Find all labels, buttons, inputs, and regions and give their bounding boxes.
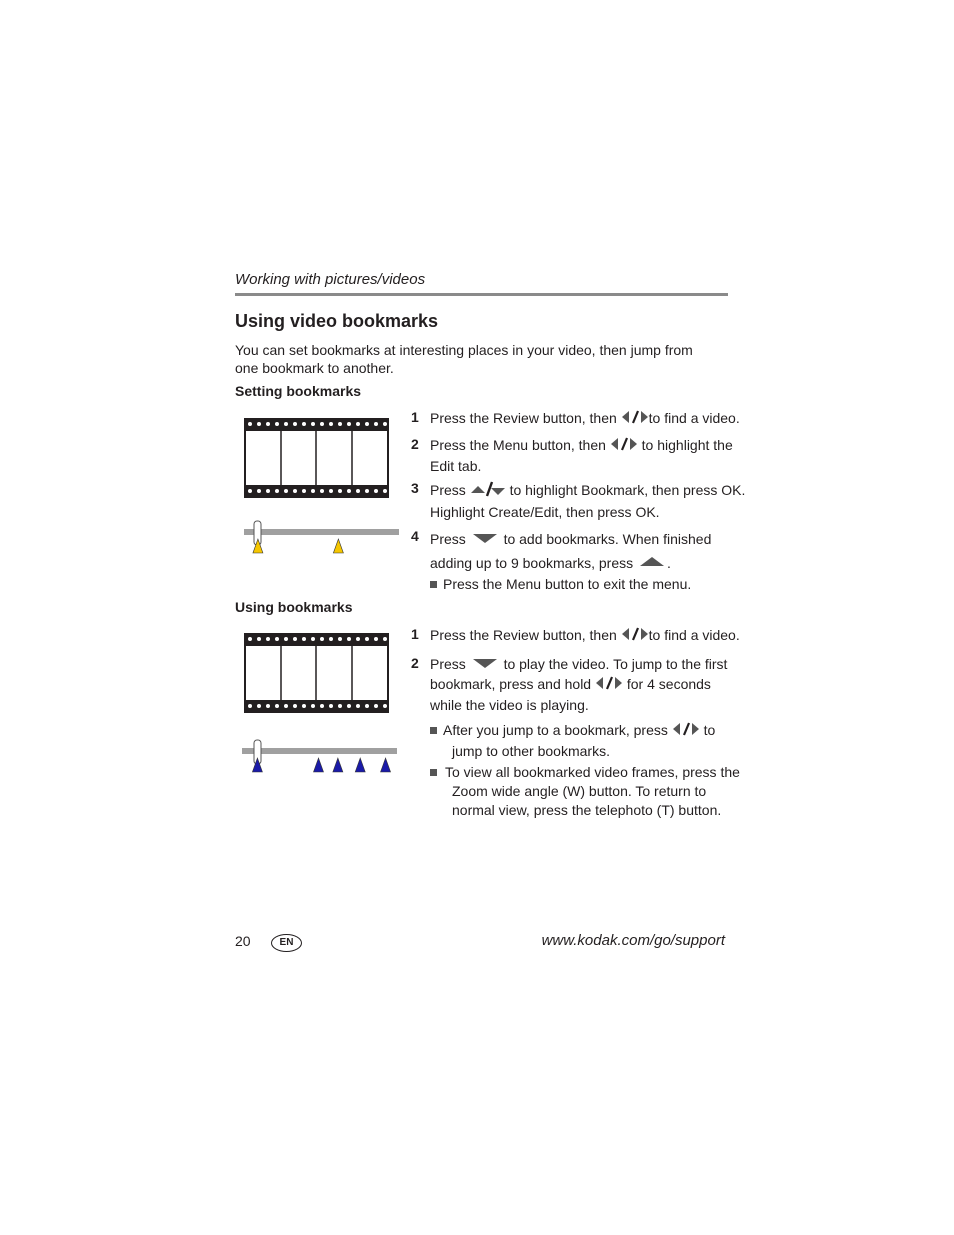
section-header: Working with pictures/videos (235, 271, 426, 288)
film-strip-illustration (244, 418, 390, 498)
bullet-square-icon (430, 769, 437, 776)
film-strip-illustration (244, 633, 390, 713)
bookmark-marker-icon (355, 758, 365, 772)
step-text-part: to find a video. (648, 627, 740, 644)
page-number: 20 (235, 933, 251, 949)
left-right-arrows-icon (610, 436, 638, 457)
intro-paragraph: You can set bookmarks at interesting places in your video, then jump from one bookmark to another. (235, 342, 693, 376)
support-url[interactable]: www.kodak.com/go/support (541, 932, 725, 949)
bookmark-marker-icon (314, 758, 324, 772)
step-text (430, 626, 740, 647)
down-arrow-icon (470, 656, 500, 675)
step-number: 1 (411, 409, 419, 425)
subheading-setting: Setting bookmarks (235, 383, 362, 399)
bookmark-marker-icon (333, 539, 343, 553)
step-text-part: . (667, 554, 671, 571)
up-down-arrows-icon (470, 480, 506, 503)
step-text-part: Press (430, 531, 466, 547)
step-number: 3 (411, 480, 419, 496)
subheading-using: Using bookmarks (235, 599, 353, 615)
bookmark-timeline-setting (244, 519, 402, 557)
step-text-part: while the video is playing. (430, 696, 589, 713)
step-number: 1 (411, 626, 419, 642)
bullet-square-icon (430, 581, 437, 588)
header-rule (235, 293, 728, 296)
bullet-text: Zoom wide angle (W) button. To return to (452, 783, 707, 799)
step-text-part: to find a video. (648, 410, 740, 427)
bullet-text: to (703, 722, 716, 739)
step-text-part: adding up to 9 bookmarks, press (430, 554, 634, 571)
step-number: 2 (411, 655, 419, 671)
step-text (430, 409, 740, 430)
bullet-text: jump to other bookmarks. (452, 743, 610, 759)
step-text-part: Press the Review button, then (430, 410, 617, 427)
left-right-arrows-icon (621, 626, 649, 647)
up-arrow-icon (637, 553, 667, 576)
step-number: 4 (411, 528, 419, 544)
bullet-text: Press the Menu button to exit the menu. (443, 576, 692, 592)
bullet-text: normal view, press the telephoto (T) button. (452, 802, 722, 818)
page-title: Using video bookmarks (235, 311, 439, 331)
step-text-part: Press the Menu button, then (430, 437, 606, 454)
step-text (430, 528, 711, 576)
bookmark-timeline-using (242, 738, 400, 776)
step-text-part: to add bookmarks. When finished (503, 531, 712, 547)
step-text-part: to highlight the (641, 437, 733, 454)
left-right-arrows-icon (672, 721, 700, 742)
bullet-text: After you jump to a bookmark, press (443, 722, 668, 739)
step-text-part: Press the Review button, then (430, 627, 617, 644)
step-text (430, 480, 745, 522)
bookmark-marker-icon (333, 758, 343, 772)
step-text-part: Press (430, 482, 466, 499)
step-text (430, 655, 727, 715)
step-text-part: bookmark, press and hold (430, 676, 592, 692)
language-badge: EN (271, 934, 302, 952)
bookmark-marker-icon (381, 758, 391, 772)
bullet-text: To view all bookmarked video frames, press the (445, 764, 740, 780)
step-text-part: Edit tab. (430, 458, 482, 474)
bullet-item (430, 575, 691, 594)
left-right-arrows-icon (621, 409, 649, 430)
bullet-square-icon (430, 727, 437, 734)
step-text-part: to highlight Bookmark, then press OK. (509, 482, 746, 499)
step-text-part: for 4 seconds (626, 676, 711, 692)
step-text (430, 436, 733, 476)
step-number: 2 (411, 436, 419, 452)
left-right-arrows-icon (595, 675, 623, 696)
bullet-item (430, 721, 715, 761)
step-text-part: Highlight Create/Edit, then press OK. (430, 504, 660, 520)
bullet-item (430, 763, 740, 820)
step-text-part: Press (430, 656, 466, 672)
down-arrow-icon (470, 529, 500, 552)
step-text-part: to play the video. To jump to the first (503, 656, 728, 672)
